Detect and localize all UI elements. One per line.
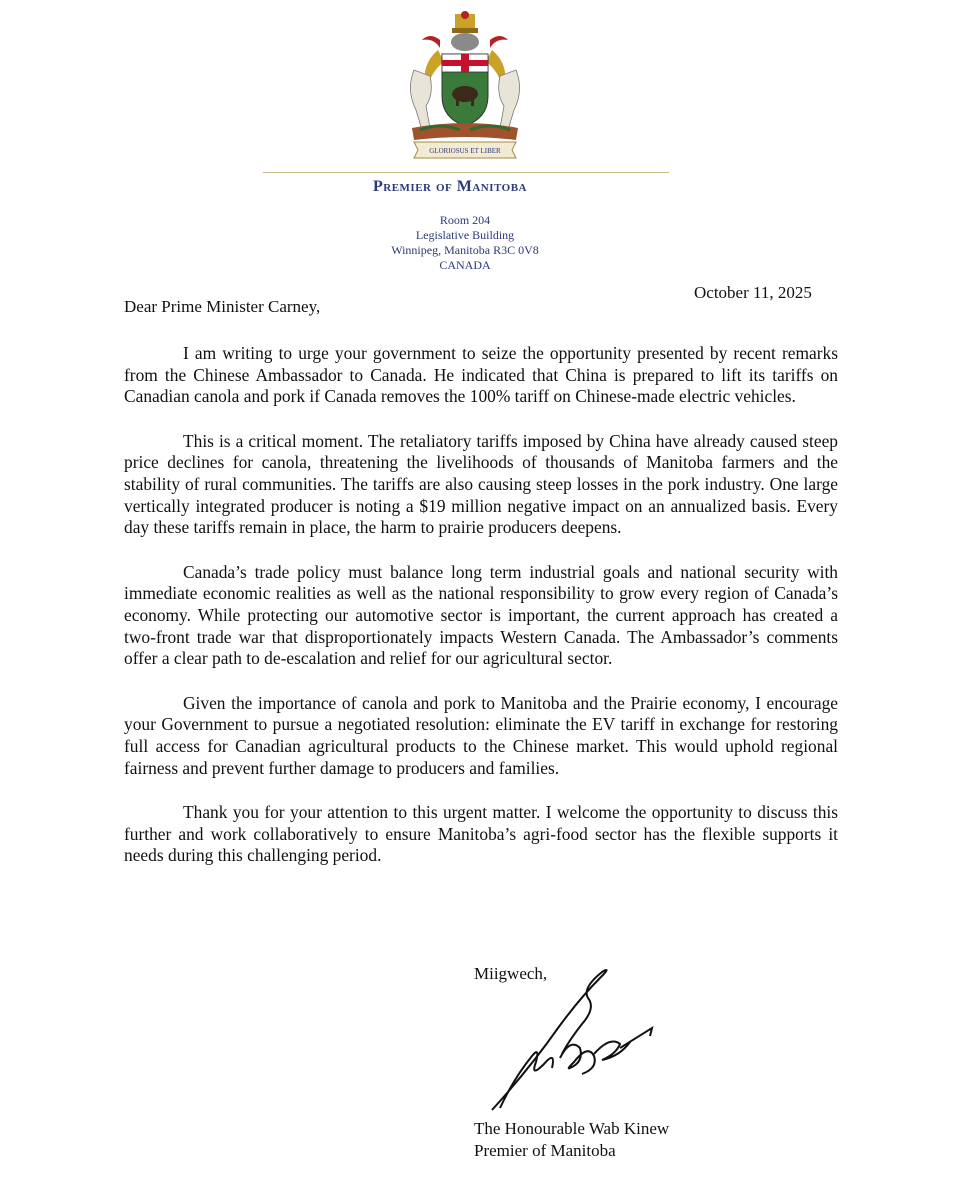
crest-motto: GLORIOSUS ET LIBER <box>429 147 501 155</box>
office-address <box>330 213 600 273</box>
body-paragraph: Thank you for your attention to this urgent matter. I welcome the opportunity to discuss this further and work collaboratively to ensure Manitoba’s agri-food sector has the flexible supports it needs during this challenging period. <box>124 802 838 866</box>
body-paragraph: Given the importance of canola and pork to Manitoba and the Prairie economy, I encourage your Government to pursue a negotiated resolution: eliminate the EV tariff in exchange for restoring full access for Canadian agricultural products to the Chinese market. This would uphold regional fairness and prevent further damage to producers and families. <box>124 692 838 778</box>
address-line: Legislative Building <box>415 228 515 242</box>
address-line: Room 204 <box>439 213 491 227</box>
body-paragraph: I am writing to urge your government to seize the opportunity presented by recent remarks from the Chinese Ambassador to Canada. He indicated that China is prepared to lift its tariffs on Canadian canola and pork if Canada removes the 100% tariff on Chinese-made electric vehicles. <box>124 343 838 407</box>
signatory-title: Premier of Manitoba <box>474 1141 616 1160</box>
signature-image <box>470 958 670 1118</box>
address-line: CANADA <box>439 258 491 272</box>
salutation: Dear Prime Minister Carney, <box>124 297 321 316</box>
coat-of-arms-icon <box>400 10 530 162</box>
office-title: Premier of Manitoba <box>372 178 528 195</box>
address-line: Winnipeg, Manitoba R3C 0V8 <box>391 243 539 257</box>
letter-body <box>124 343 838 890</box>
signatory-name: The Honourable Wab Kinew <box>474 1119 670 1138</box>
letter-date: October 11, 2025 <box>694 283 812 302</box>
body-paragraph: Canada’s trade policy must balance long term industrial goals and national security with immediate economic realities as well as the national responsibility to grow every region of Canada’s economy. While protecting our automotive sector is important, the current approach has created a two-front trade war that disproportionately impacts Western Canada. The Ambassador’s comments offer a clear path to de-escalation and relief for our agricultural sector. <box>124 561 838 669</box>
closing: Miigwech, <box>474 964 548 983</box>
letterhead-rule <box>263 172 669 173</box>
body-paragraph: This is a critical moment. The retaliatory tariffs imposed by China have already caused steep price declines for canola, threatening the livelihoods of thousands of Manitoba farmers and the stability of rural communities. The tariffs are also causing steep losses in the pork industry. One large vertically integrated producer is noting a $19 million negative impact on an annualized basis. Every day these tariffs remain in place, the harm to prairie producers deepens. <box>124 430 838 538</box>
